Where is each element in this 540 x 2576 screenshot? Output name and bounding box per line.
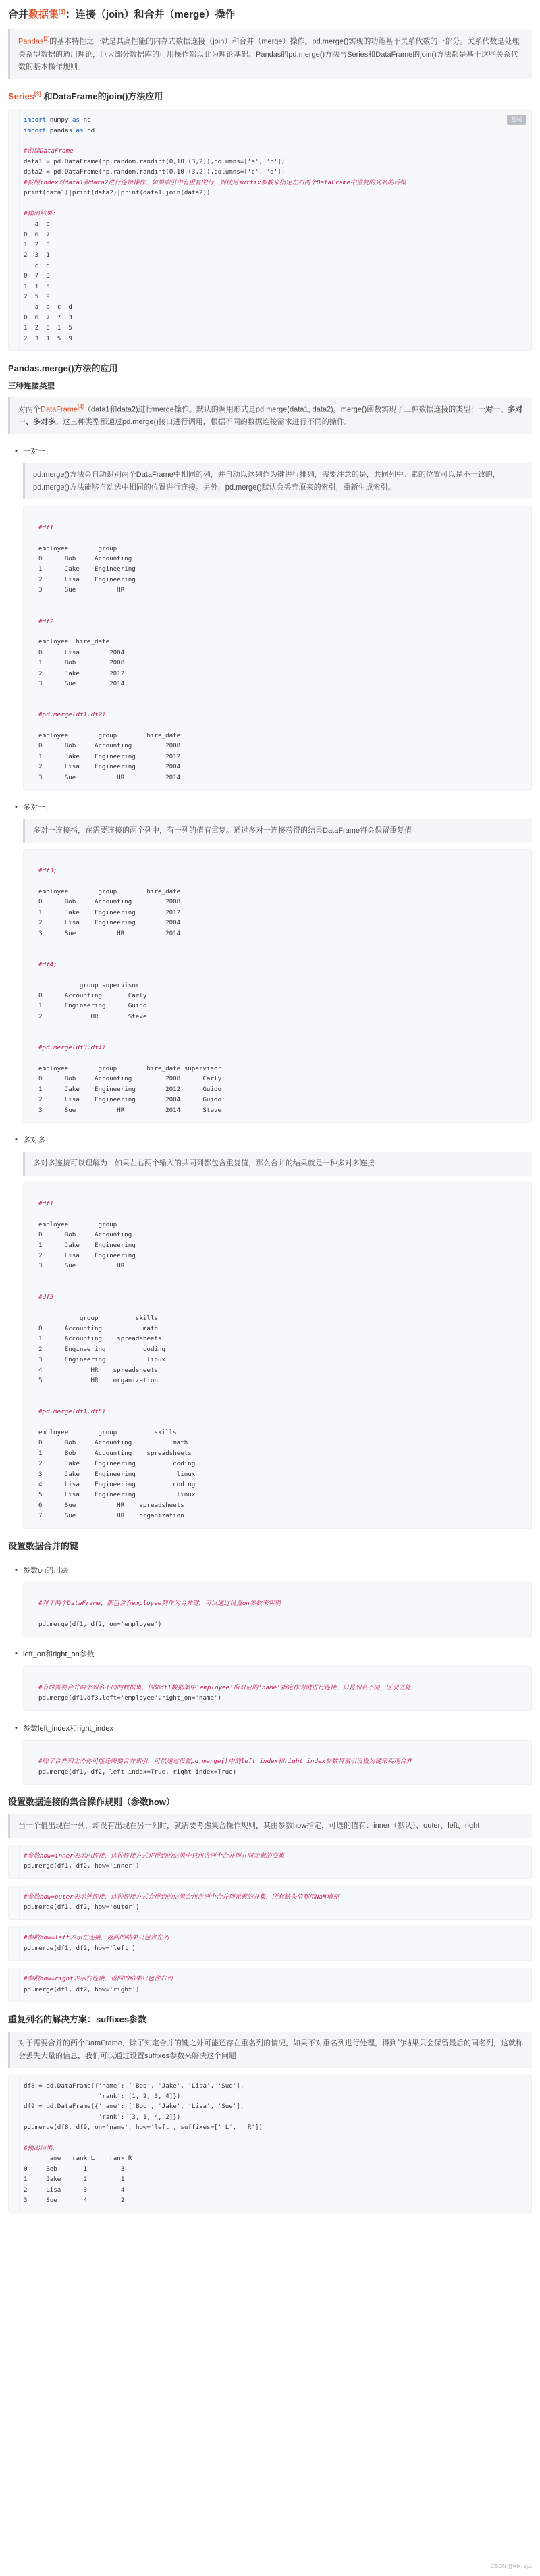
series-link[interactable]: Series <box>8 90 35 101</box>
section-join-title-text: 和DataFrame的join()方法应用 <box>40 90 163 101</box>
code-block-left-right-index <box>23 1740 532 1785</box>
code-comment: #除了合并列之外你可能还需要合并索引，可以通过设置pd.merge()中的left_index和right_index参数将索引设置为键来实现合并 <box>38 1758 412 1766</box>
code-suffixes: df8 = pd.DataFrame({'name': ['Bob', 'Jake', 'Lisa', 'Sue'], 'rank': [1, 2, 3, 4]}) df9 = pd.DataFrame({'name': ['Bob', 'Jake', 'Lisa', 'Sue'], 'rank': [3, 1, 4, 2]}) pd.merge(df8, df9, on='name', how='left', suffixes=['_L', '_R']) #输出结果： name rank_L rank_R 0 Bob 1 3 1 Jake 2 1 2 Lisa 3 4 3 Sue 4 2 <box>24 2082 263 2205</box>
code-right <box>9 1968 531 2001</box>
code-block-left-right-on <box>23 1666 532 1711</box>
intro-link[interactable]: Pandas <box>18 37 44 46</box>
section-suffixes-title: 重复列名的解决方案：suffixes参数 <box>8 2014 147 2025</box>
code-comment: #创建DataFrame <box>24 147 74 155</box>
code-comment: #df3; <box>38 867 57 875</box>
merge-intro-a: 对两个 <box>18 405 40 414</box>
code-line: pd.merge(df1, df2, left_index=True, right_index=True) <box>38 1768 237 1776</box>
code-comment: #参数how=left表示左连接，返回的结果只包含左列 <box>24 1934 169 1942</box>
code-one-to-one: #df1 employee group 0 Bob Accounting 1 Jake Engineering 2 Lisa Engineering 3 Sue HR #df2 employee hire_date 0 Lisa 2004 1 Bob 2008 2 Jake 2012 3 Sue 2014 #pd.merge(df1,df2) employee group hire_date 0 Bob Accounting 2008 1 Jake Engineering 2012 2 Lisa Engineering 2004 3 Sue HR 2014 <box>38 523 181 781</box>
code-block-outer <box>8 1886 532 1920</box>
dataframe-footnote[interactable]: [4] <box>78 404 84 410</box>
code-outer <box>9 1887 531 1920</box>
watermark: CSDN @wlx_zyz <box>490 2562 532 2569</box>
code-join: import numpy as np import pandas as pd #创建DataFrame data1 = pd.DataFrame(np.random.randint(0,10,(3,2)),columns=['a', 'b']) data2 = pd.DataFrame(np.random.randint(0,10,(3,2)),columns=['c', 'd']) #按照index对data1和data2进行连接操作，如果索引中有重复的行，则使用suffix参数来指定左右两个DataFrame中重复的列名的后缀 print(data1)|print(data2)|print(data1.join(data2)) #输出结果： a b 0 6 7 1 2 0 2 3 1 c d 0 7 3 1 1 5 2 5 9 a b c d 0 6 7 7 3 1 2 0 1 5 2 3 1 5 9 <box>24 116 406 342</box>
code-block-many-to-one <box>23 849 532 1123</box>
code-line: pd.merge(df1, df2, how='left') <box>24 1944 136 1952</box>
list-item-left-right-index: • 参数left_index和right_index <box>8 1723 532 1735</box>
code-block-left <box>8 1926 532 1961</box>
title-suffix: ：连接（join）和合并（merge）操作 <box>65 9 236 20</box>
suffixes-quote: 对于需要合并的两个DataFrame，除了知定合并的键之外可能还存在重名列的情况，如果不对重名列进行处理，得到的结果只会保留最后的同名列，这就称会丢失大量的信息，我们可以通过设置suffixes参数来解决这个问题 <box>8 2032 532 2068</box>
list-item-on: • 参数on的用法 <box>8 1565 532 1577</box>
copy-button[interactable]: 复制 <box>507 115 526 124</box>
code-left-right-index <box>24 1741 531 1784</box>
intro-footnote[interactable]: [2] <box>43 36 50 43</box>
code-line: pd.merge(df1, df2, how='right') <box>24 1985 140 1993</box>
list-item-many-to-many: • 多对多： <box>8 1135 532 1147</box>
title-link[interactable]: 数据集 <box>28 9 59 20</box>
list-item-many-to-one: • 多对一： <box>8 802 532 814</box>
code-comment: #输出结果： <box>24 209 59 217</box>
code-line: pd.merge(df1,df3,left='employee',right_on='name') <box>38 1694 222 1702</box>
title-prefix: 合并 <box>8 9 29 20</box>
dataframe-link[interactable]: DataFrame <box>40 405 78 414</box>
code-comment: #pd.merge(df3,df4) <box>38 1044 106 1052</box>
merge-intro-b: （data1和data2)进行merge操作。默认的调用形式是pd.merge(data1, data2)。merge()函数实现了三种数据连接的类型： <box>83 405 479 414</box>
code-comment: #df5 <box>38 1293 54 1301</box>
code-comment: #df4; <box>38 960 57 968</box>
join-types-subtitle: 三种连接类型 <box>8 382 55 391</box>
many-to-many-quote: 多对多连接可以理解为：如果左右两个输入的共同列都包含重复值，那么合并的结果就是一种多对多连接 <box>23 1152 532 1176</box>
code-block-join <box>8 109 532 351</box>
list-item-one-to-one: • 一对一： <box>8 446 532 458</box>
code-block-on <box>23 1582 532 1637</box>
code-inner <box>9 1845 531 1878</box>
code-comment: #df2 <box>38 617 54 625</box>
list-item-left-right-on: • left_on和right_on参数 <box>8 1649 532 1660</box>
code-line: pd.merge(df1, df2, how='inner') <box>24 1862 140 1870</box>
code-on <box>24 1583 531 1637</box>
series-footnote[interactable]: [3] <box>34 90 41 97</box>
code-comment: #pd.merge(df1,df5) <box>38 1408 106 1416</box>
code-comment: #输出结果： <box>24 2145 59 2153</box>
code-many-to-one: #df3; employee group hire_date 0 Bob Accounting 2008 1 Jake Engineering 2012 2 Lisa Engineering 2004 3 Sue HR 2014 #df4; group supervisor 0 Accounting Carly 1 Engineering Guido 2 HR Steve #pd.merge(df3,df4) employee group hire_date supervisor 0 Bob Accounting 2008 Carly 1 Jake Engineering 2012 Guido 2 Lisa Engineering 2004 Guido 3 Sue HR 2014 Steve <box>38 867 222 1114</box>
code-block-suffixes <box>8 2075 532 2213</box>
section-join-title <box>8 90 532 103</box>
code-left <box>9 1927 531 1960</box>
section-how-title: 设置数据连接的集合操作规则（参数how） <box>8 1796 175 1807</box>
intro-quote <box>8 29 532 79</box>
merge-intro-quote <box>8 397 532 434</box>
merge-intro-c: 。这三种类型都通过pd.merge()接口进行调用，根据不同的数据连接需求进行不同的操作。 <box>55 418 352 427</box>
code-block-many-to-many <box>23 1182 532 1529</box>
code-comment: #参数how=right表示右连接，返回的结果只包含右列 <box>24 1975 173 1983</box>
code-comment: #按照index对data1和data2进行连接操作，如果索引中有重复的行，则使用suffix参数来指定左右两个DataFrame中重复的列名的后缀 <box>24 178 406 186</box>
code-comment: #df1 <box>38 523 54 531</box>
code-left-right-on <box>24 1667 531 1710</box>
code-block-one-to-one <box>23 506 532 790</box>
code-block-right <box>8 1968 532 2002</box>
code-comment: #pd.merge(df1,df2) <box>38 711 106 719</box>
section-keys-title: 设置数据合并的键 <box>8 1540 79 1551</box>
code-many-to-many: #df1 employee group 0 Bob Accounting 1 Jake Engineering 2 Lisa Engineering 3 Sue HR #df5 group skills 0 Accounting math 1 Accounting spreadsheets 2 Engineering coding 3 Engineering linux 4 HR spreadsheets 5 HR organization #pd.merge(df1,df5) employee group skills 0 Bob Accounting math 1 Bob Accounting spreadsheets 2 Jake Engineering coding 3 Jake Engineering linux 4 Lisa Engineering coding 5 Lisa Engineering linux 6 Sue HR spreadsheets 7 Sue HR organization <box>38 1200 196 1520</box>
code-block-inner <box>8 1845 532 1879</box>
article-title <box>8 7 532 22</box>
code-line: pd.merge(df1, df2, on='employee') <box>38 1621 162 1629</box>
section-merge-title: Pandas.merge()方法的应用 <box>8 363 118 374</box>
many-to-one-quote: 多对一连接指，在需要连接的两个列中，有一列的值有重复。通过多对一连接获得的结果DataFrame将会保留重复值 <box>23 819 532 843</box>
title-footnote[interactable]: [1] <box>59 9 65 15</box>
code-comment: #参数how=inner表示内连接，这种连接方式将得到的结果中只包含两个合并列共同元素的交集 <box>24 1851 285 1860</box>
code-comment: #参数how=outer表示外连接，这种连接方式会得到的结果会包含两个合并列元素的并集，所有缺失值都用NaN填充 <box>24 1893 339 1901</box>
merge-intro-bold: 一对一、多对一、多对多 <box>18 405 523 427</box>
code-comment: #对于两个DataFrame，都包含有employee列作为合并键，可以通过设置on参数来实现 <box>38 1600 281 1608</box>
how-quote: 当一个值出现在一列，却没有出现在另一列时，就需要考虑集合操作规则，其由参数how指定，可选的值有：inner（默认）、outer、left、right <box>8 1814 532 1838</box>
code-line: pd.merge(df1, df2, how='outer') <box>24 1903 140 1912</box>
intro-text: 的基本特性之一就是其高性能的内存式数据连接（join）和合并（merge）操作。pd.merge()实现的功能基于关系代数的一部分。关系代数是处理关系型数据的通用理论，巨大部分数据库的可用操作都以此为理论基础。Pandas的pd.merge()方法与Series和DataFrame的join()方法都是基于这些关系代数的基本操作规则。 <box>18 37 520 72</box>
one-to-one-quote: pd.merge()方法会自动识别两个DataFrame中相同的列，并自动以这列作为键进行排列，需要注意的是，共同列中元素的位置可以是不一致的，pd.merge()方法能够自动选中相同的位置进行连接。另外，pd.merge()默认会丢弃原来的索引，重新生成索引。 <box>23 463 532 499</box>
code-comment: #df1 <box>38 1200 54 1208</box>
code-comment: #有时需要合并两个列名不同的数据集，例如df1数据集中'employee'所对应的'name'指定作为键进行连接，只是列名不同，区别之处 <box>38 1683 411 1691</box>
